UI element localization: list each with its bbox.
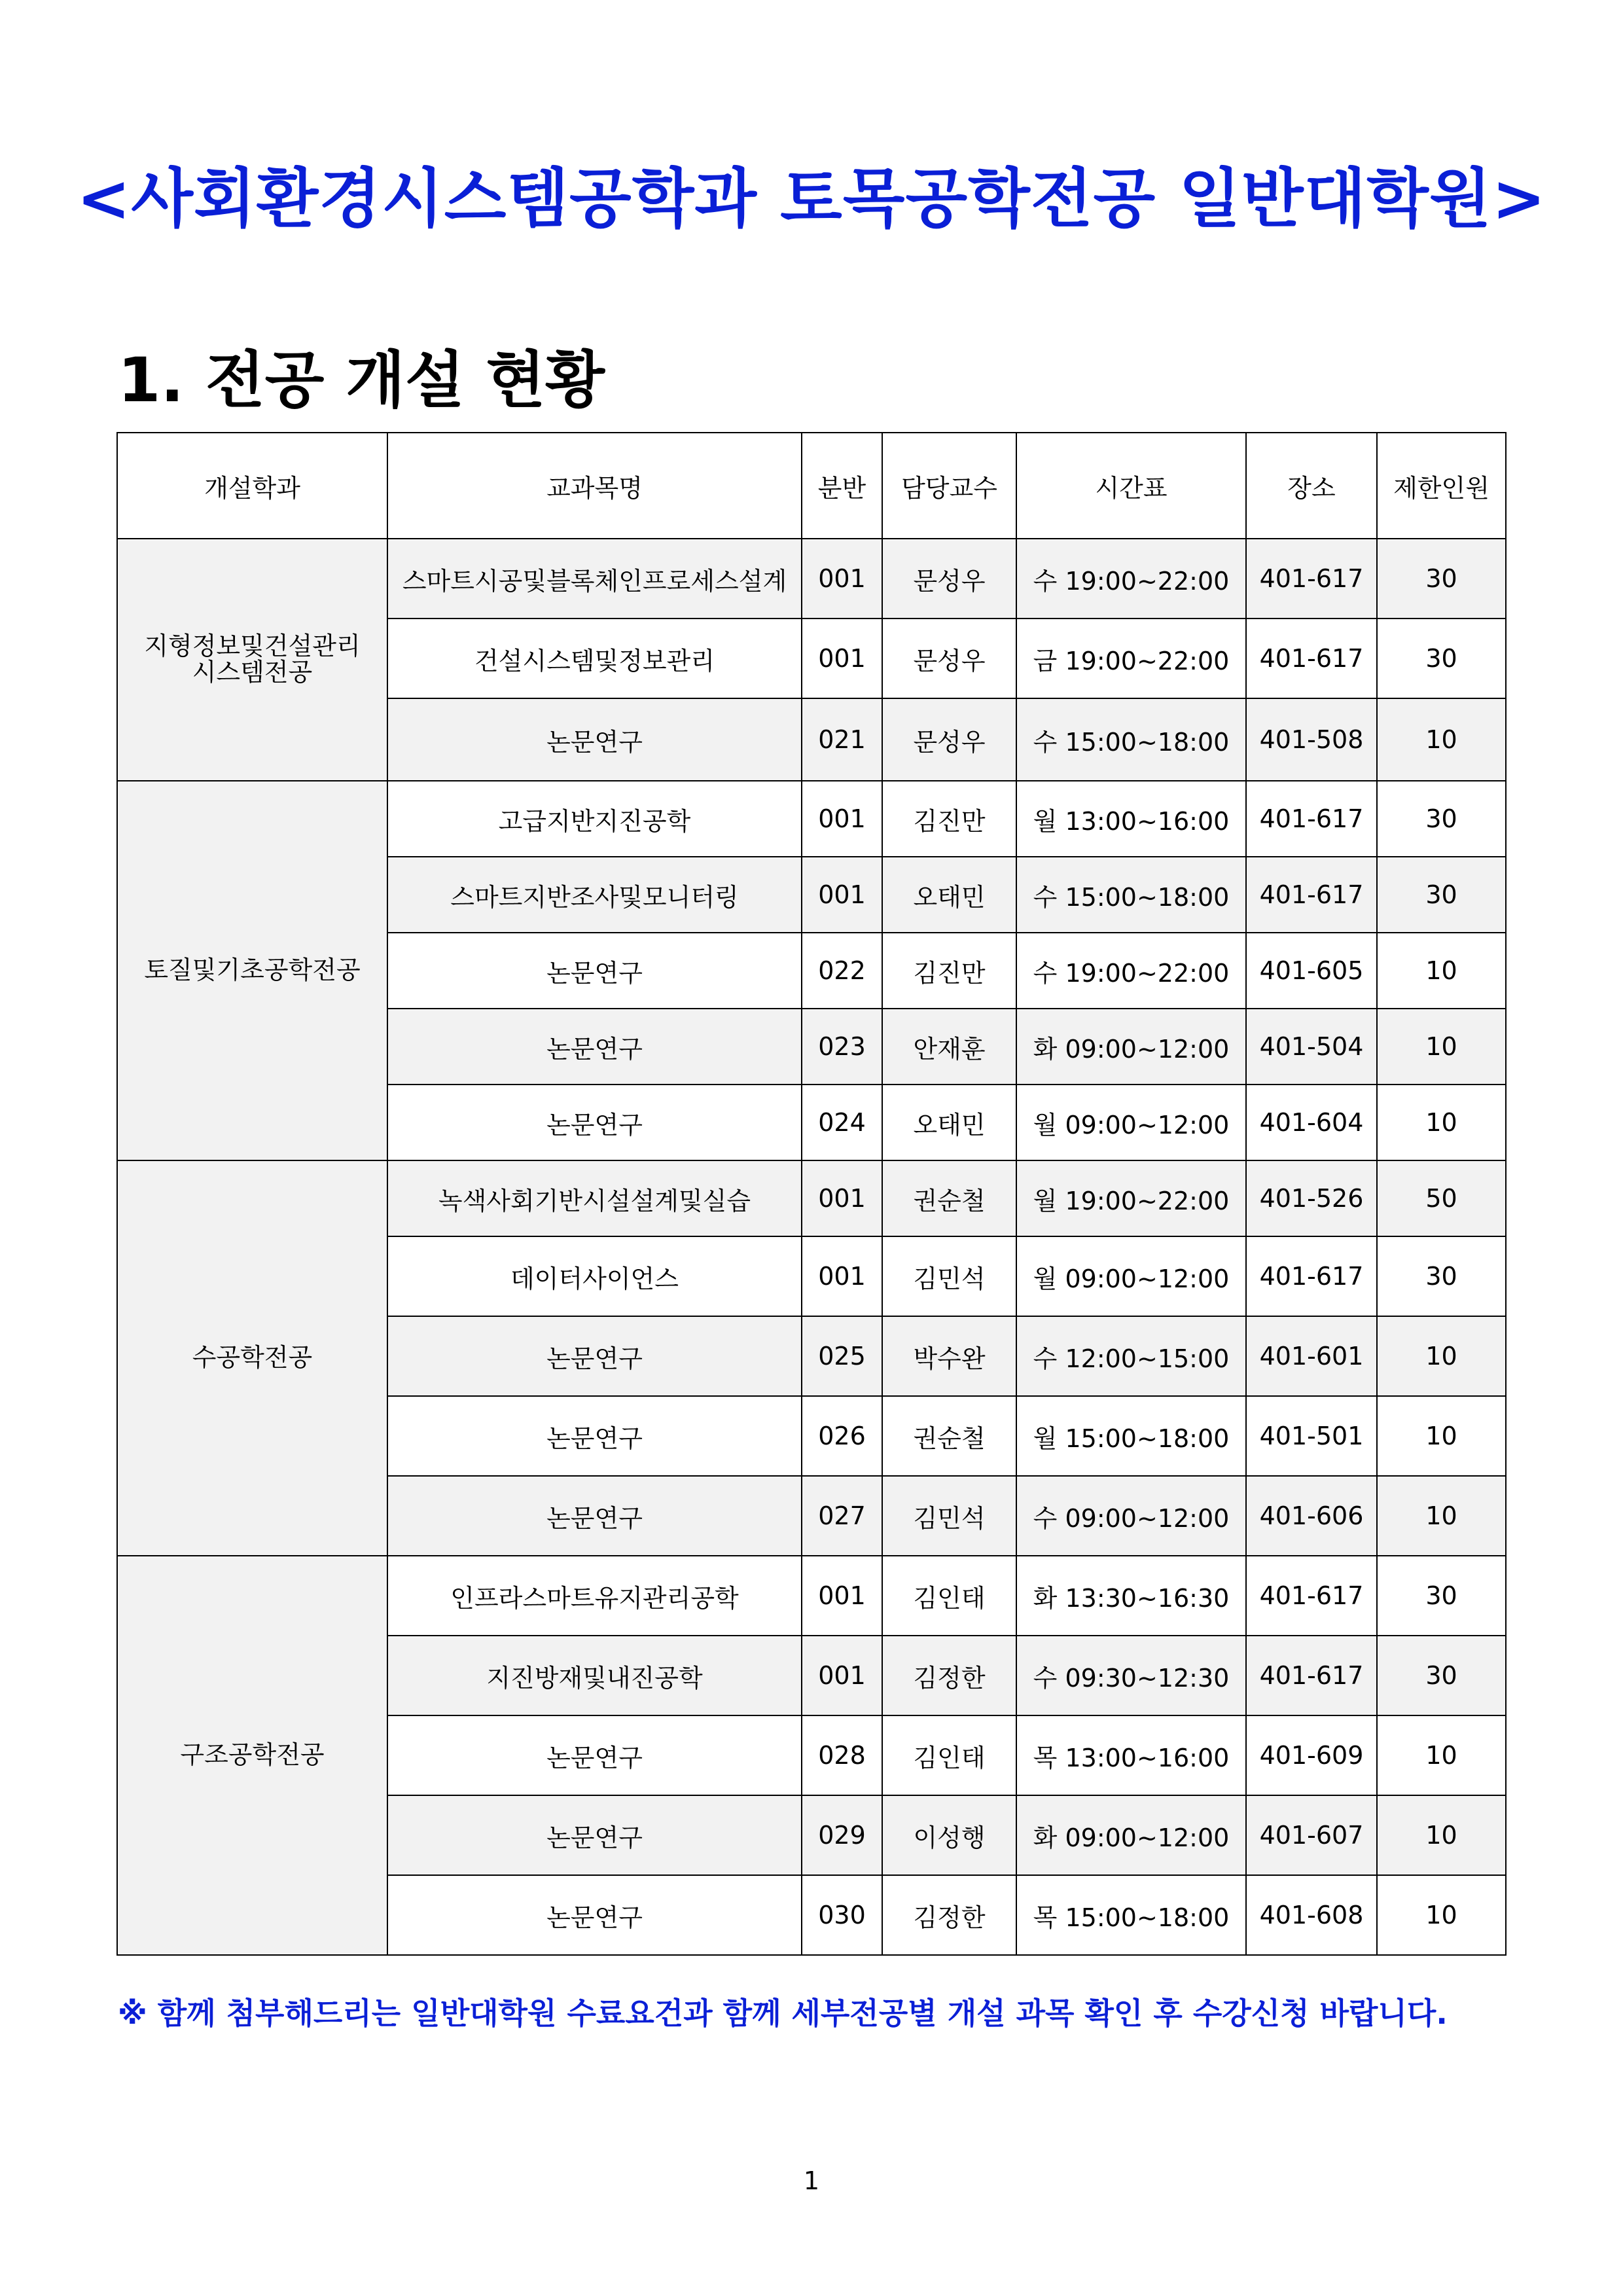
header-room: 장소 bbox=[1246, 433, 1377, 539]
section-cell: 028 bbox=[802, 1715, 882, 1795]
room-cell: 401-526 bbox=[1246, 1160, 1377, 1236]
professor-cell: 문성우 bbox=[882, 539, 1016, 619]
capacity-cell: 50 bbox=[1377, 1160, 1506, 1236]
section-cell: 024 bbox=[802, 1085, 882, 1160]
page-number: 1 bbox=[803, 2166, 820, 2195]
professor-cell: 이성행 bbox=[882, 1795, 1016, 1875]
course-name-cell: 논문연구 bbox=[387, 1316, 802, 1396]
section-cell: 001 bbox=[802, 857, 882, 933]
professor-cell: 김인태 bbox=[882, 1556, 1016, 1636]
department-cell: 지형정보및건설관리 시스템전공 bbox=[117, 539, 387, 781]
course-name-cell: 논문연구 bbox=[387, 933, 802, 1009]
course-table bbox=[116, 432, 1507, 1956]
schedule-cell: 금 19:00~22:00 bbox=[1016, 619, 1246, 698]
table-row bbox=[117, 781, 1506, 857]
professor-cell: 김정한 bbox=[882, 1875, 1016, 1955]
schedule-cell: 수 15:00~18:00 bbox=[1016, 698, 1246, 781]
capacity-cell: 30 bbox=[1377, 1636, 1506, 1715]
room-cell: 401-617 bbox=[1246, 539, 1377, 619]
schedule-cell: 수 19:00~22:00 bbox=[1016, 933, 1246, 1009]
capacity-cell: 10 bbox=[1377, 1795, 1506, 1875]
capacity-cell: 30 bbox=[1377, 1236, 1506, 1316]
department-cell: 수공학전공 bbox=[117, 1160, 387, 1556]
capacity-cell: 30 bbox=[1377, 1556, 1506, 1636]
section-cell: 022 bbox=[802, 933, 882, 1009]
room-cell: 401-607 bbox=[1246, 1795, 1377, 1875]
room-cell: 401-605 bbox=[1246, 933, 1377, 1009]
course-name-cell: 논문연구 bbox=[387, 1009, 802, 1085]
section-cell: 001 bbox=[802, 781, 882, 857]
capacity-cell: 10 bbox=[1377, 933, 1506, 1009]
professor-cell: 권순철 bbox=[882, 1396, 1016, 1476]
section-cell: 026 bbox=[802, 1396, 882, 1476]
schedule-cell: 수 09:30~12:30 bbox=[1016, 1636, 1246, 1715]
room-cell: 401-617 bbox=[1246, 619, 1377, 698]
schedule-cell: 화 13:30~16:30 bbox=[1016, 1556, 1246, 1636]
course-name-cell: 논문연구 bbox=[387, 1715, 802, 1795]
room-cell: 401-508 bbox=[1246, 698, 1377, 781]
table-row bbox=[117, 539, 1506, 619]
course-name-cell: 데이터사이언스 bbox=[387, 1236, 802, 1316]
section-cell: 001 bbox=[802, 1556, 882, 1636]
table-header-row bbox=[117, 433, 1506, 539]
schedule-cell: 월 15:00~18:00 bbox=[1016, 1396, 1246, 1476]
department-cell: 토질및기초공학전공 bbox=[117, 781, 387, 1160]
section-cell: 001 bbox=[802, 1636, 882, 1715]
course-name-cell: 스마트지반조사및모니터링 bbox=[387, 857, 802, 933]
header-course-name: 교과목명 bbox=[387, 433, 802, 539]
schedule-cell: 화 09:00~12:00 bbox=[1016, 1795, 1246, 1875]
professor-cell: 문성우 bbox=[882, 698, 1016, 781]
capacity-cell: 30 bbox=[1377, 539, 1506, 619]
section-cell: 025 bbox=[802, 1316, 882, 1396]
document-title: <사회환경시스템공학과 토목공학전공 일반대학원> bbox=[77, 162, 1546, 236]
professor-cell: 김민석 bbox=[882, 1236, 1016, 1316]
room-cell: 401-504 bbox=[1246, 1009, 1377, 1085]
course-name-cell: 논문연구 bbox=[387, 1875, 802, 1955]
room-cell: 401-601 bbox=[1246, 1316, 1377, 1396]
capacity-cell: 10 bbox=[1377, 698, 1506, 781]
professor-cell: 김정한 bbox=[882, 1636, 1016, 1715]
room-cell: 401-617 bbox=[1246, 1556, 1377, 1636]
table-body bbox=[117, 539, 1506, 1955]
room-cell: 401-617 bbox=[1246, 1236, 1377, 1316]
capacity-cell: 10 bbox=[1377, 1085, 1506, 1160]
registration-note: ※ 함께 첨부해드리는 일반대학원 수료요건과 함께 세부전공별 개설 과목 확인 후 수강신청 바랍니다. bbox=[118, 1996, 1448, 2031]
room-cell: 401-608 bbox=[1246, 1875, 1377, 1955]
capacity-cell: 10 bbox=[1377, 1875, 1506, 1955]
header-section: 분반 bbox=[802, 433, 882, 539]
section-title: 1. 전공 개설 현황 bbox=[118, 345, 605, 416]
schedule-cell: 목 13:00~16:00 bbox=[1016, 1715, 1246, 1795]
room-cell: 401-617 bbox=[1246, 781, 1377, 857]
room-cell: 401-606 bbox=[1246, 1476, 1377, 1556]
schedule-cell: 월 13:00~16:00 bbox=[1016, 781, 1246, 857]
section-cell: 001 bbox=[802, 539, 882, 619]
schedule-cell: 화 09:00~12:00 bbox=[1016, 1009, 1246, 1085]
section-cell: 001 bbox=[802, 619, 882, 698]
capacity-cell: 10 bbox=[1377, 1396, 1506, 1476]
course-name-cell: 지진방재및내진공학 bbox=[387, 1636, 802, 1715]
capacity-cell: 10 bbox=[1377, 1316, 1506, 1396]
schedule-cell: 수 19:00~22:00 bbox=[1016, 539, 1246, 619]
professor-cell: 박수완 bbox=[882, 1316, 1016, 1396]
section-cell: 023 bbox=[802, 1009, 882, 1085]
header-schedule: 시간표 bbox=[1016, 433, 1246, 539]
professor-cell: 김진만 bbox=[882, 933, 1016, 1009]
course-name-cell: 논문연구 bbox=[387, 1795, 802, 1875]
room-cell: 401-604 bbox=[1246, 1085, 1377, 1160]
course-name-cell: 논문연구 bbox=[387, 1476, 802, 1556]
professor-cell: 오태민 bbox=[882, 857, 1016, 933]
section-cell: 029 bbox=[802, 1795, 882, 1875]
department-cell: 구조공학전공 bbox=[117, 1556, 387, 1955]
section-cell: 001 bbox=[802, 1236, 882, 1316]
schedule-cell: 수 12:00~15:00 bbox=[1016, 1316, 1246, 1396]
capacity-cell: 30 bbox=[1377, 619, 1506, 698]
schedule-cell: 수 15:00~18:00 bbox=[1016, 857, 1246, 933]
capacity-cell: 10 bbox=[1377, 1476, 1506, 1556]
course-name-cell: 인프라스마트유지관리공학 bbox=[387, 1556, 802, 1636]
professor-cell: 문성우 bbox=[882, 619, 1016, 698]
capacity-cell: 30 bbox=[1377, 857, 1506, 933]
capacity-cell: 30 bbox=[1377, 781, 1506, 857]
section-cell: 001 bbox=[802, 1160, 882, 1236]
capacity-cell: 10 bbox=[1377, 1715, 1506, 1795]
capacity-cell: 10 bbox=[1377, 1009, 1506, 1085]
professor-cell: 안재훈 bbox=[882, 1009, 1016, 1085]
room-cell: 401-609 bbox=[1246, 1715, 1377, 1795]
schedule-cell: 목 15:00~18:00 bbox=[1016, 1875, 1246, 1955]
schedule-cell: 월 09:00~12:00 bbox=[1016, 1085, 1246, 1160]
professor-cell: 권순철 bbox=[882, 1160, 1016, 1236]
course-name-cell: 논문연구 bbox=[387, 1396, 802, 1476]
room-cell: 401-617 bbox=[1246, 857, 1377, 933]
course-name-cell: 건설시스템및정보관리 bbox=[387, 619, 802, 698]
table-row bbox=[117, 1556, 1506, 1636]
header-capacity: 제한인원 bbox=[1377, 433, 1506, 539]
course-name-cell: 고급지반지진공학 bbox=[387, 781, 802, 857]
section-cell: 030 bbox=[802, 1875, 882, 1955]
schedule-cell: 수 09:00~12:00 bbox=[1016, 1476, 1246, 1556]
section-cell: 027 bbox=[802, 1476, 882, 1556]
course-name-cell: 스마트시공및블록체인프로세스설계 bbox=[387, 539, 802, 619]
course-name-cell: 논문연구 bbox=[387, 1085, 802, 1160]
professor-cell: 김민석 bbox=[882, 1476, 1016, 1556]
schedule-cell: 월 09:00~12:00 bbox=[1016, 1236, 1246, 1316]
table-row bbox=[117, 1160, 1506, 1236]
room-cell: 401-501 bbox=[1246, 1396, 1377, 1476]
header-department: 개설학과 bbox=[117, 433, 387, 539]
professor-cell: 오태민 bbox=[882, 1085, 1016, 1160]
section-cell: 021 bbox=[802, 698, 882, 781]
course-name-cell: 녹색사회기반시설설계및실습 bbox=[387, 1160, 802, 1236]
room-cell: 401-617 bbox=[1246, 1636, 1377, 1715]
professor-cell: 김진만 bbox=[882, 781, 1016, 857]
course-name-cell: 논문연구 bbox=[387, 698, 802, 781]
schedule-cell: 월 19:00~22:00 bbox=[1016, 1160, 1246, 1236]
professor-cell: 김인태 bbox=[882, 1715, 1016, 1795]
header-professor: 담당교수 bbox=[882, 433, 1016, 539]
